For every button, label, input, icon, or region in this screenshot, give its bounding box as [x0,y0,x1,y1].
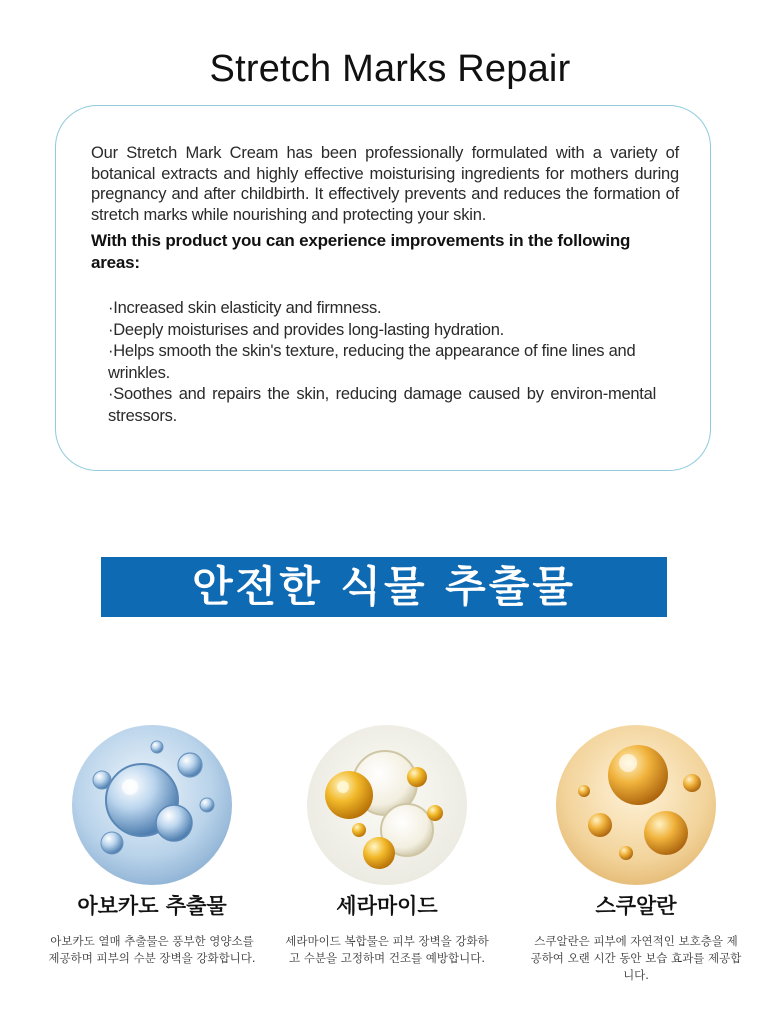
intro-paragraph: Our Stretch Mark Cream has been professionally formulated with a variety of botanical extracts and highly effective moisturising ingredients for mothers during pregnancy and after childbirth. It effectively prevents and reduces the formation of stretch marks while nourishing and protecting your skin. [91,144,679,224]
golden-oil-bubbles-icon [307,725,467,885]
ingredient-name: 세라마이드 [336,894,438,918]
page-title: Stretch Marks Repair [209,48,571,90]
ingredient-description: 세라마이드 복합물은 피부 장벽을 강화하고 수분을 고정하며 건조를 예방합니다. [285,934,489,965]
ingredient-card-ceramide [272,725,502,967]
ingredient-name: 아보카도 추출물 [77,894,227,918]
ingredient-name: 스쿠알란 [595,894,677,918]
ingredient-card-avocado [37,725,267,967]
benefit-item: ·Soothes and repairs the skin, reducing damage caused by environ-mental stressors. [108,385,656,425]
amber-spheres-icon [556,725,716,885]
ingredient-card-squalane [521,725,751,984]
benefit-item: ·Increased skin elasticity and firmness. [108,299,382,317]
benefit-item: ·Deeply moisturises and provides long-lasting hydration. [108,320,504,339]
ingredient-description: 아보카도 열매 추출물은 풍부한 영양소를 제공하며 피부의 수분 장벽을 강화합니다. [48,934,256,965]
water-droplets-icon [72,725,232,885]
benefits-list [108,298,656,428]
benefit-item: ·Helps smooth the skin's texture, reducing the appearance of fine lines and wrinkles. [108,342,636,382]
ingredient-description: 스쿠알란은 피부에 자연적인 보호층을 제공하여 오랜 시간 동안 보습 효과를 제공합니다. [530,934,742,982]
benefits-heading: With this product you can experience improvements in the following areas: [91,231,631,272]
section-banner: 안전한 식물 추출물 [101,557,667,617]
